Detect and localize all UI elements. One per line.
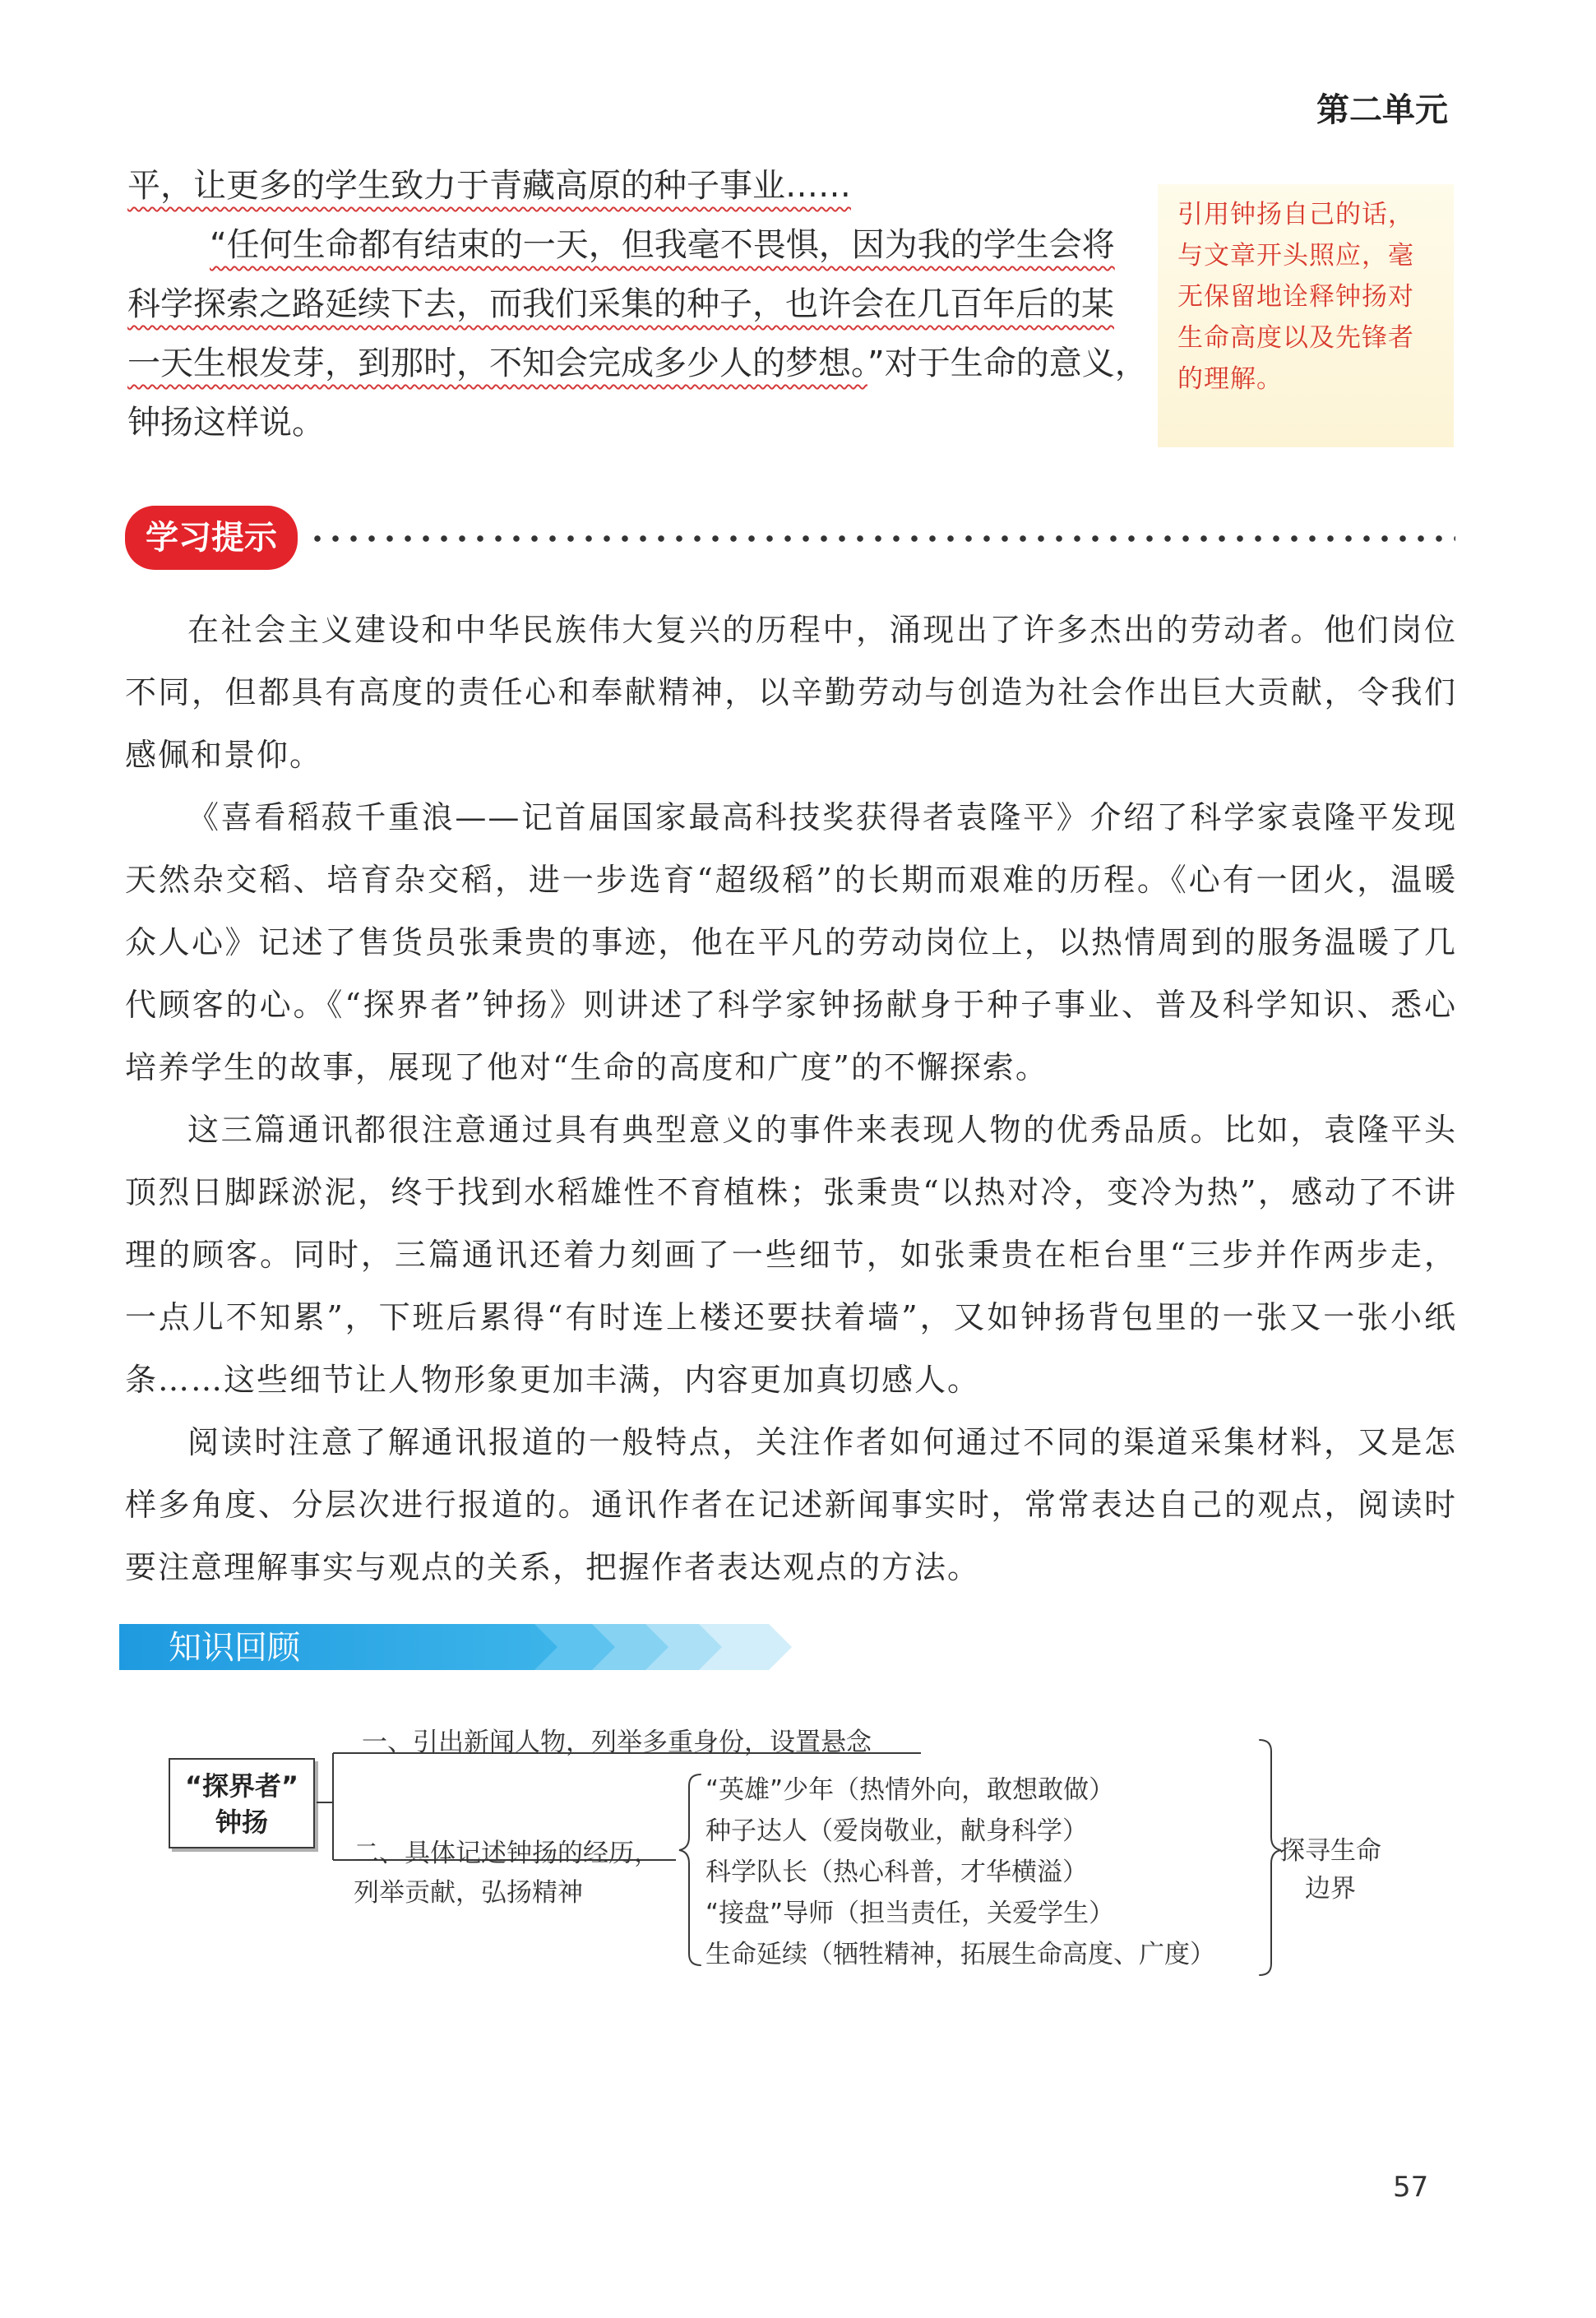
wavy-underlined-text: “任何生命都有结束的一天，但我毫不畏惧，因为我的学生会将 <box>210 226 1115 264</box>
branch2-line: 列举贡献，弘扬精神 <box>354 1878 583 1908</box>
side-annotation-line: 与文章开头照应，毫 <box>1177 241 1414 271</box>
unit-title: 第二单元 <box>1316 91 1448 129</box>
diagram-items <box>705 1770 1215 1975</box>
diagram-item: 种子达人（爱岗敬业，献身科学） <box>705 1816 1088 1846</box>
diagram-item: 生命延续（牺牲精神，拓展生命高度、广度） <box>705 1940 1215 1969</box>
diagram-item: 科学队长（热心科普，才华横溢） <box>705 1858 1088 1887</box>
tips-paragraph: 《喜看稻菽千重浪——记首届国家最高科技奖获得者袁隆平》介绍了科学家袁隆平发现天然杂交稻、培育杂交稻，进一步选育“超级稻”的长期而艰难的历程。《心有一团火，温暖众人心》记述了售货员张秉贵的事迹，他在平凡的劳动岗位上，以热情周到的服务温暖了几代顾客的心。《“探界者”钟扬》则讲述了科学家钟扬献身于种子事业、普及科学知识、悉心培养学生的故事，展现了他对“生命的高度和广度”的不懈探索。 <box>125 799 1457 1085</box>
items-left-brace <box>679 1774 701 1965</box>
diagram-conclusion <box>1279 1832 1381 1908</box>
tips-paragraph: 这三篇通讯都很注意通过具有典型意义的事件来表现人物的优秀品质。比如，袁隆平头顶烈日脚踩淤泥，终于找到水稻雄性不育植株；张秉贵“以热对冷，变冷为热”，感动了不讲理的顾客。同时，三篇通讯还着力刻画了一些细节，如张秉贵在柜台里“三步并作两步走，一点儿不知累”，下班后累得“有时连上楼还要扶着墙”，又如钟扬背包里的一张又一张小纸条……这些细节让人物形象更加丰满，内容更加真切感人。 <box>125 1112 1457 1398</box>
tips-paragraph: 在社会主义建设和中华民族伟大复兴的历程中，涌现出了许多杰出的劳动者。他们岗位不同，但都具有高度的责任心和奉献精神，以辛勤劳动与创造为社会作出巨大贡献，令我们感佩和景仰。 <box>125 612 1457 773</box>
branch2-line: 二、具体记述钟扬的经历， <box>354 1839 659 1868</box>
article-text-plain: 钟扬这样说。 <box>127 404 325 442</box>
wavy-underlined-text: 科学探索之路延续下去，而我们采集的种子，也许会在几百年后的某 <box>127 285 1114 323</box>
learning-tips-badge: 学习提示 <box>125 506 298 570</box>
side-annotation-line: 引用钟扬自己的话， <box>1177 200 1414 229</box>
diagram-branch-1: 一、引出新闻人物，列举多重身份，设置悬念 <box>362 1728 872 1757</box>
diagram-item: “接盘”导师（担当责任，关爱学生） <box>705 1899 1115 1928</box>
root-title-line: “探界者” <box>184 1770 299 1802</box>
wavy-underlined-text: 平，让更多的学生致力于青藏高原的种子事业…… <box>127 167 851 205</box>
conclusion-line: 边界 <box>1305 1874 1356 1904</box>
root-bracket <box>317 1753 354 1860</box>
items-right-brace <box>1260 1740 1281 1975</box>
page-number: 57 <box>1393 2171 1429 2204</box>
wavy-underlined-text: 一天生根发芽，到那时，不知会完成多少人的梦想。 <box>127 345 867 382</box>
diagram-item: “英雄”少年（热情外向，敢想敢做） <box>705 1775 1115 1805</box>
side-annotation-line: 无保留地诠释钟扬对 <box>1177 282 1414 312</box>
tips-paragraph: 阅读时注意了解通讯报道的一般特点，关注作者如何通过不同的渠道采集材料，又是怎样多角度、分层次进行报道的。通讯作者在记述新闻事实时，常常表达自己的观点，阅读时要注意理解事实与观点的关系，把握作者表达观点的方法。 <box>125 1424 1457 1585</box>
root-title-line: 钟扬 <box>215 1807 268 1838</box>
article-text-plain: ”对于生命的意义， <box>867 345 1148 382</box>
conclusion-line: 探寻生命 <box>1279 1836 1381 1866</box>
review-title: 知识回顾 <box>169 1629 300 1667</box>
diagram-branch-2 <box>354 1834 659 1913</box>
side-annotation-line: 的理解。 <box>1177 364 1283 394</box>
side-annotation-line: 生命高度以及先锋者 <box>1177 323 1414 353</box>
